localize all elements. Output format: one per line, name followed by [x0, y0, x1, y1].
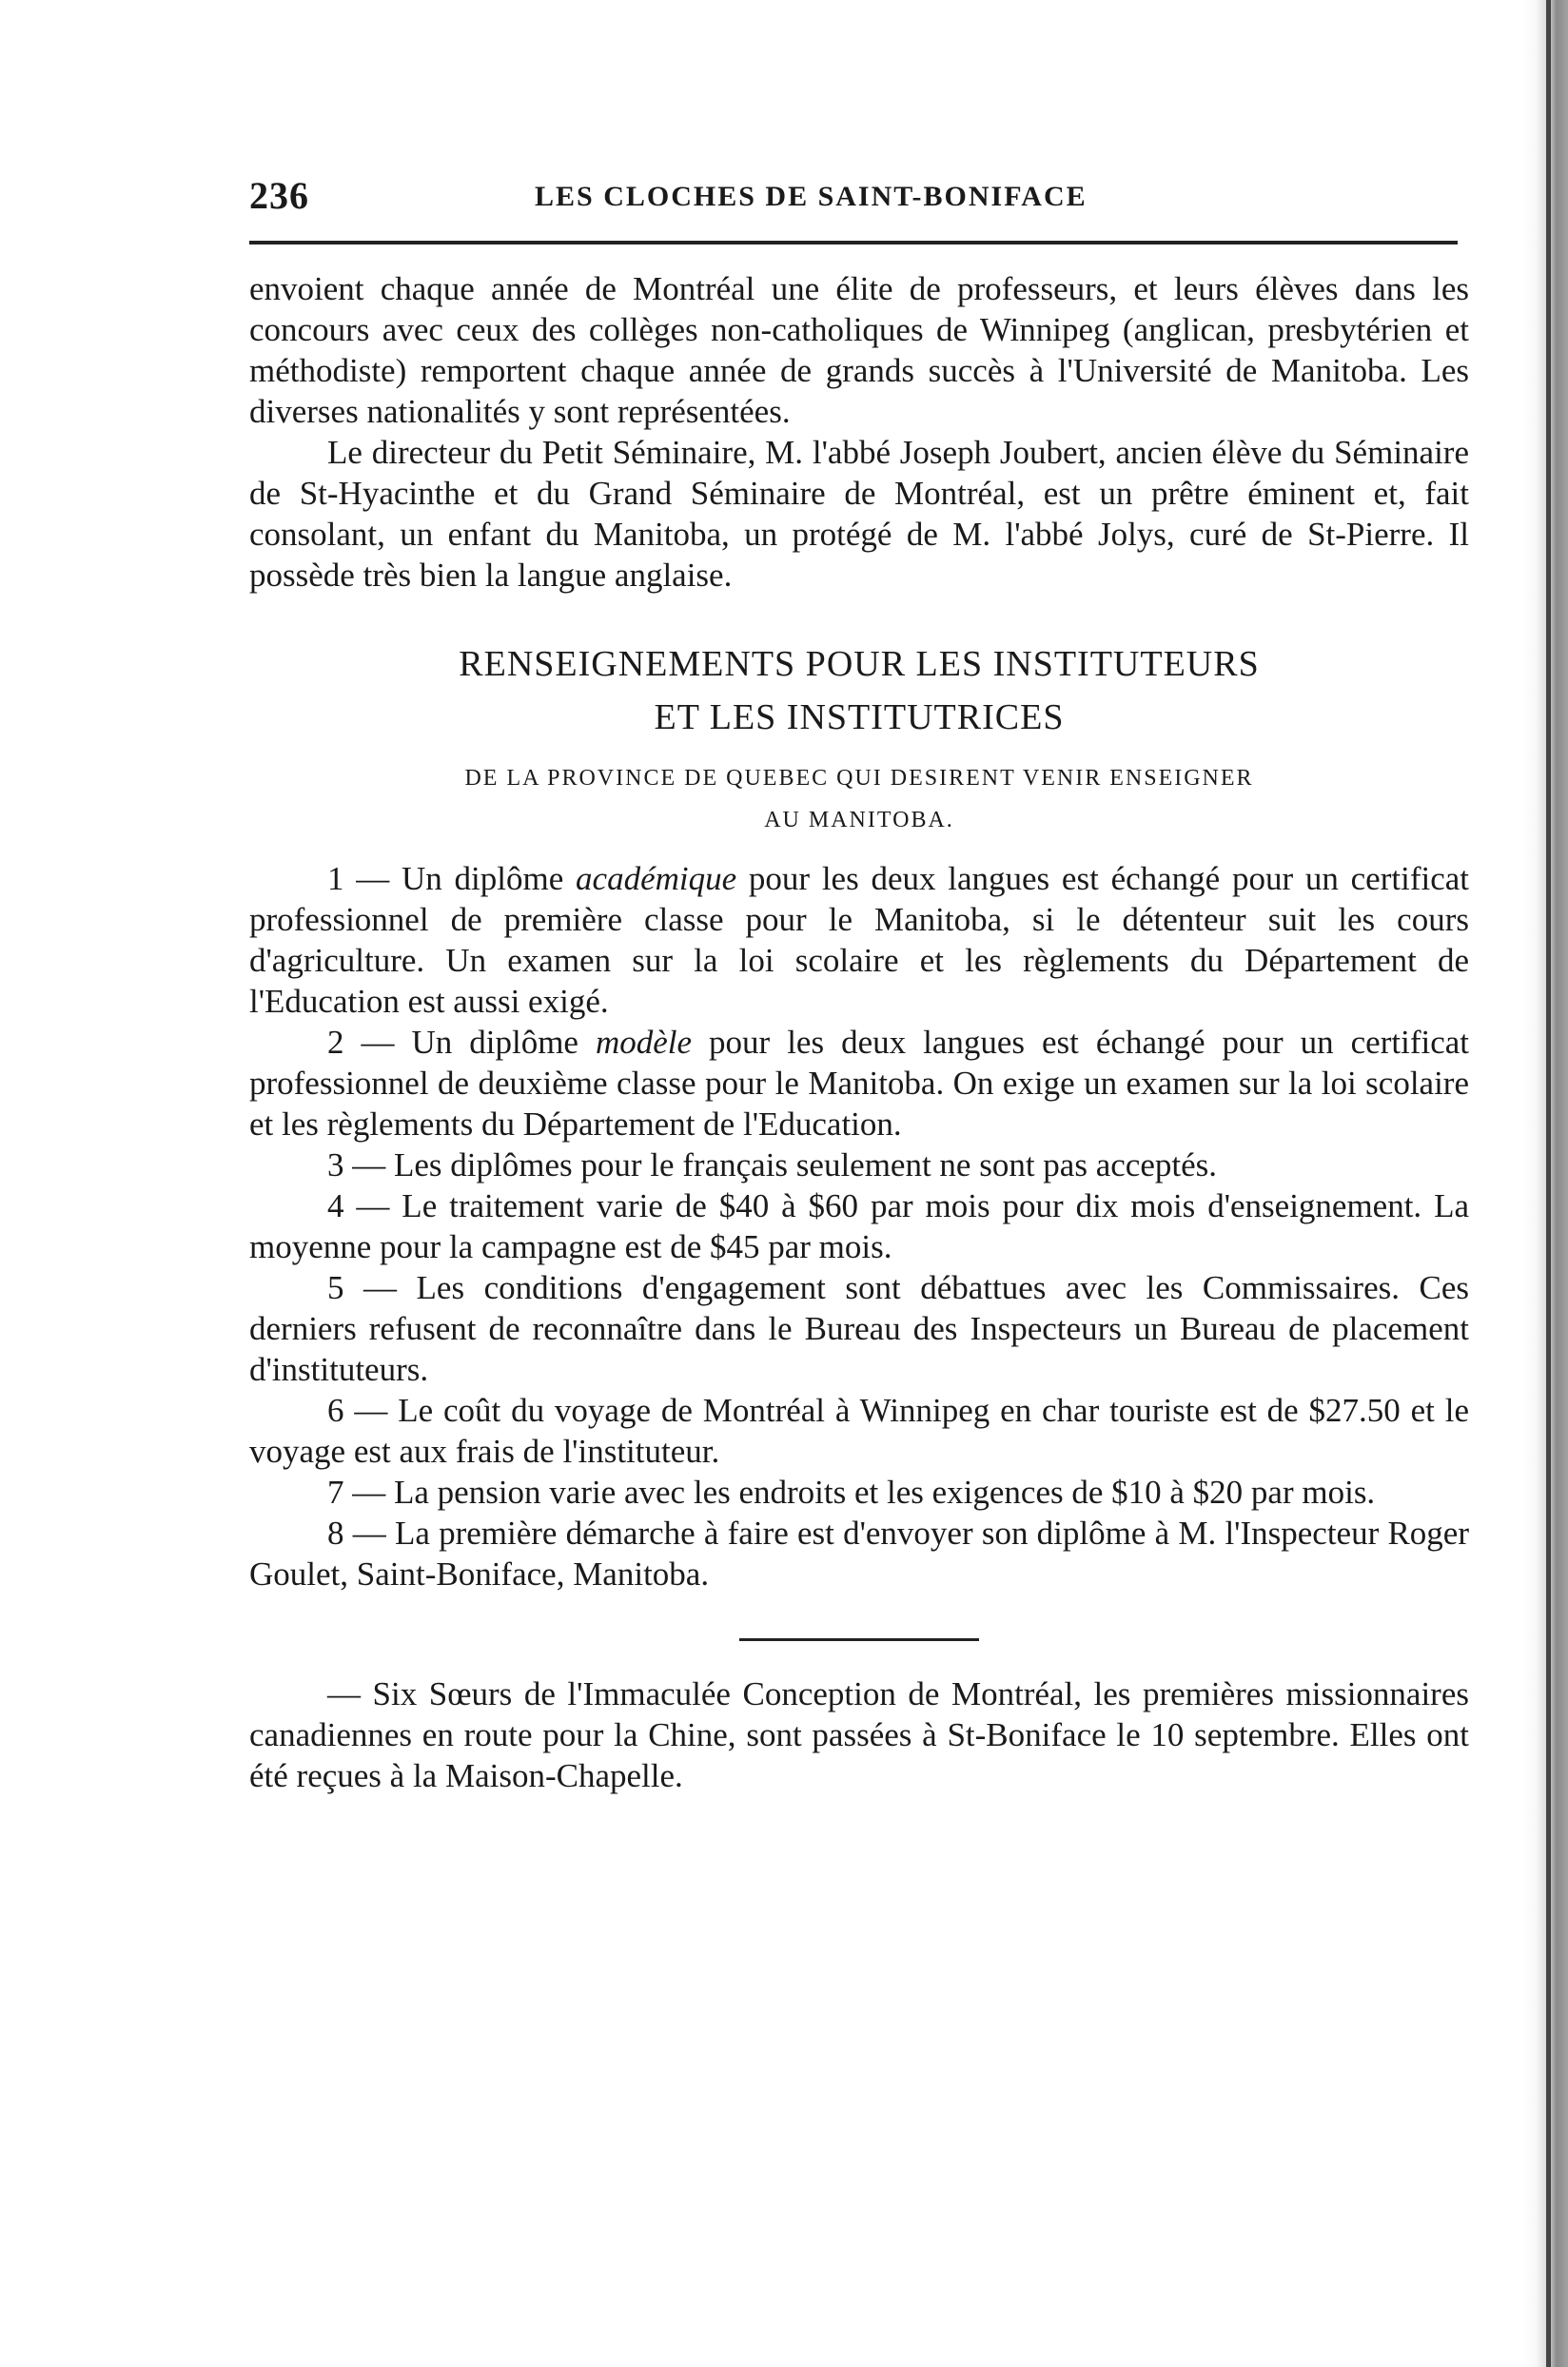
- list-item-lead: 2 — Un diplôme: [327, 1024, 596, 1061]
- list-item-7: 7 — La pension varie avec les endroits et les exigences de $10 à $20 par mois.: [327, 1474, 1376, 1511]
- list-item-lead: 1 — Un diplôme: [327, 860, 577, 897]
- numbered-list: [249, 858, 1469, 1594]
- list-item-text: pour les deux langues est échangé pour un certificat professionnel de première classe pour le Manitoba, si le détenteur suit les cours d'agriculture. Un examen sur la loi scolaire et les règlements du Département de l'Education est aussi exigé.: [249, 860, 1469, 1020]
- list-item-5: 5 — Les conditions d'engagement sont débattues avec les Commissaires. Ces derniers refusent de reconnaître dans le Bureau des Inspecteurs un Bureau de placement d'instituteurs.: [249, 1269, 1469, 1388]
- section-heading-line-2: ET LES INSTITUTRICES: [654, 697, 1065, 737]
- section-separator: [739, 1638, 979, 1641]
- page-edge-line: [1546, 0, 1551, 2367]
- paragraph-continuation: envoient chaque année de Montréal une élite de professeurs, et leurs élèves dans les concours avec ceux des collèges non-catholiques de Winnipeg (anglican, presbytérien et méthodiste) remportent chaque année de grands succès à l'Université de Manitoba. Les diverses nationalités y sont représentées.: [249, 270, 1469, 430]
- header-rule: [249, 241, 1458, 245]
- section-subheading-line-2: AU MANITOBA.: [764, 808, 954, 832]
- list-item-3: 3 — Les diplômes pour le français seulement ne sont pas acceptés.: [327, 1146, 1217, 1184]
- page-header: [249, 173, 1458, 230]
- list-item-1: [249, 858, 1469, 1022]
- section-subheading-line-1: DE LA PROVINCE DE QUEBEC QUI DESIRENT VENIR ENSEIGNER: [464, 766, 1254, 791]
- section-subheading: [249, 757, 1469, 841]
- section-heading: [249, 637, 1469, 744]
- list-item-6: 6 — Le coût du voyage de Montréal à Winnipeg en char touriste est de $27.50 et le voyage est aux frais de l'instituteur.: [249, 1392, 1469, 1470]
- list-item-4: 4 — Le traitement varie de $40 à $60 par mois pour dix mois d'enseignement. La moyenne pour la campagne est de $45 par mois.: [249, 1187, 1469, 1265]
- list-item-2: [249, 1022, 1469, 1144]
- closing-note: — Six Sœurs de l'Immaculée Conception de Montréal, les premières missionnaires canadiennes en route pour la Chine, sont passées à St-Boniface le 10 septembre. Elles ont été reçues à la Maison-Chapelle.: [249, 1675, 1469, 1794]
- running-title: LES CLOCHES DE SAINT-BONIFACE: [535, 181, 1088, 212]
- page-number: 236: [249, 174, 309, 217]
- list-item-emphasis: modèle: [595, 1024, 693, 1061]
- page-edge-shadow: [1522, 0, 1568, 2367]
- page-body: [249, 268, 1469, 1796]
- list-item-emphasis: académique: [576, 860, 737, 897]
- section-heading-line-1: RENSEIGNEMENTS POUR LES INSTITUTEURS: [459, 644, 1260, 684]
- paragraph-directeur: Le directeur du Petit Séminaire, M. l'abbé Joseph Joubert, ancien élève du Séminaire de St-Hyacinthe et du Grand Séminaire de Montréal, est un prêtre éminent et, fait consolant, un enfant du Manitoba, un protégé de M. l'abbé Jolys, curé de St-Pierre. Il possède très bien la langue anglaise.: [249, 434, 1469, 594]
- list-item-8: 8 — La première démarche à faire est d'envoyer son diplôme à M. l'Inspecteur Roger Goulet, Saint-Boniface, Manitoba.: [249, 1515, 1469, 1593]
- list-item-text: pour les deux langues est échangé pour un certificat professionnel de deuxième classe pour le Manitoba. On exige un examen sur la loi scolaire et les règlements du Département de l'Education.: [249, 1024, 1469, 1143]
